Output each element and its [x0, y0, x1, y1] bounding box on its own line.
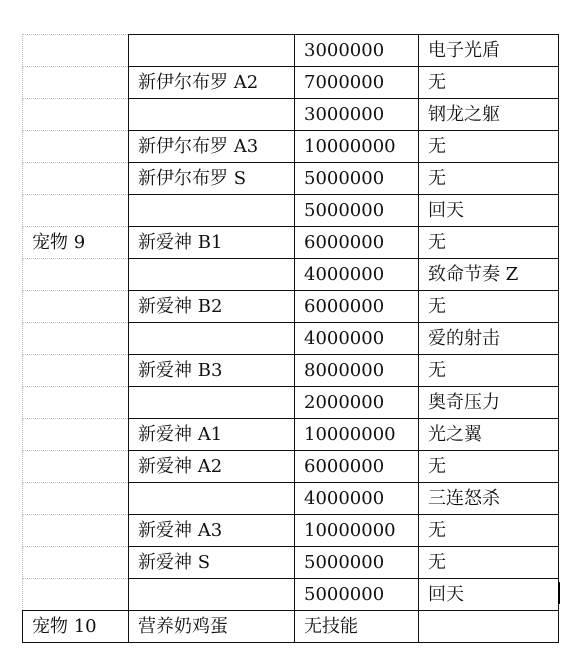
name-cell[interactable]: 新伊尔布罗 A3	[129, 131, 295, 163]
table-row	[23, 515, 559, 547]
table-row	[23, 291, 559, 323]
pet-cell[interactable]	[23, 451, 129, 483]
skill-cell[interactable]: 致命节奏 Z	[419, 259, 559, 291]
value-cell[interactable]: 10000000	[295, 419, 419, 451]
pet-table	[22, 34, 559, 643]
skill-cell[interactable]: 无	[419, 291, 559, 323]
pet-cell[interactable]	[23, 291, 129, 323]
skill-cell[interactable]: 无	[419, 547, 559, 579]
value-cell[interactable]: 4000000	[295, 259, 419, 291]
table-row	[23, 579, 559, 611]
value-cell[interactable]: 7000000	[295, 67, 419, 99]
skill-cell[interactable]: 无	[419, 515, 559, 547]
skill-cell[interactable]: 无	[419, 131, 559, 163]
value-cell[interactable]: 10000000	[295, 131, 419, 163]
pet-cell[interactable]	[23, 99, 129, 131]
skill-cell[interactable]: 回天	[419, 195, 559, 227]
pet-cell[interactable]: 宠物 9	[23, 227, 129, 259]
skill-cell[interactable]: 电子光盾	[419, 35, 559, 67]
value-cell[interactable]: 3000000	[295, 99, 419, 131]
name-cell[interactable]	[129, 195, 295, 227]
pet-cell[interactable]	[23, 259, 129, 291]
skill-cell[interactable]: 爱的射击	[419, 323, 559, 355]
skill-cell[interactable]: 光之翼	[419, 419, 559, 451]
pet-cell[interactable]	[23, 515, 129, 547]
text-cursor	[558, 582, 560, 604]
value-cell[interactable]: 5000000	[295, 163, 419, 195]
name-cell[interactable]: 新爱神 S	[129, 547, 295, 579]
value-cell[interactable]: 3000000	[295, 35, 419, 67]
value-cell[interactable]: 5000000	[295, 195, 419, 227]
value-cell[interactable]: 6000000	[295, 227, 419, 259]
name-cell[interactable]: 营养奶鸡蛋	[129, 611, 295, 643]
name-cell[interactable]	[129, 323, 295, 355]
skill-cell[interactable]: 无	[419, 163, 559, 195]
skill-cell[interactable]: 回天	[419, 579, 559, 611]
pet-cell[interactable]: 宠物 10	[23, 611, 129, 643]
name-cell[interactable]: 新伊尔布罗 S	[129, 163, 295, 195]
value-cell[interactable]: 无技能	[295, 611, 419, 643]
skill-cell[interactable]: 无	[419, 451, 559, 483]
table-row	[23, 131, 559, 163]
name-cell[interactable]	[129, 99, 295, 131]
table-row	[23, 227, 559, 259]
name-cell[interactable]: 新爱神 A3	[129, 515, 295, 547]
table-row	[23, 195, 559, 227]
value-cell[interactable]: 4000000	[295, 483, 419, 515]
name-cell[interactable]: 新伊尔布罗 A2	[129, 67, 295, 99]
pet-cell[interactable]	[23, 35, 129, 67]
table-row	[23, 99, 559, 131]
table-row	[23, 611, 559, 643]
skill-cell[interactable]: 无	[419, 355, 559, 387]
skill-cell[interactable]: 钢龙之躯	[419, 99, 559, 131]
name-cell[interactable]	[129, 35, 295, 67]
name-cell[interactable]: 新爱神 B3	[129, 355, 295, 387]
pet-cell[interactable]	[23, 579, 129, 611]
pet-cell[interactable]	[23, 323, 129, 355]
pet-cell[interactable]	[23, 547, 129, 579]
value-cell[interactable]: 8000000	[295, 355, 419, 387]
value-cell[interactable]: 10000000	[295, 515, 419, 547]
table-row	[23, 67, 559, 99]
name-cell[interactable]	[129, 259, 295, 291]
table-row	[23, 259, 559, 291]
table-row	[23, 163, 559, 195]
pet-cell[interactable]	[23, 419, 129, 451]
value-cell[interactable]: 5000000	[295, 579, 419, 611]
name-cell[interactable]	[129, 483, 295, 515]
skill-cell[interactable]: 无	[419, 227, 559, 259]
table-row	[23, 547, 559, 579]
name-cell[interactable]: 新爱神 B1	[129, 227, 295, 259]
pet-cell[interactable]	[23, 67, 129, 99]
name-cell[interactable]: 新爱神 B2	[129, 291, 295, 323]
value-cell[interactable]: 4000000	[295, 323, 419, 355]
name-cell[interactable]	[129, 387, 295, 419]
name-cell[interactable]: 新爱神 A2	[129, 451, 295, 483]
pet-cell[interactable]	[23, 163, 129, 195]
pet-cell[interactable]	[23, 483, 129, 515]
table-row	[23, 387, 559, 419]
table-row	[23, 451, 559, 483]
pet-cell[interactable]	[23, 355, 129, 387]
table-row	[23, 35, 559, 67]
skill-cell[interactable]: 无	[419, 67, 559, 99]
skill-cell[interactable]: 奥奇压力	[419, 387, 559, 419]
value-cell[interactable]: 6000000	[295, 451, 419, 483]
value-cell[interactable]: 5000000	[295, 547, 419, 579]
table-row	[23, 483, 559, 515]
table-body	[23, 35, 559, 643]
pet-cell[interactable]	[23, 195, 129, 227]
pet-cell[interactable]	[23, 131, 129, 163]
skill-cell[interactable]	[419, 611, 559, 643]
value-cell[interactable]: 6000000	[295, 291, 419, 323]
table-row	[23, 355, 559, 387]
skill-cell[interactable]: 三连怒杀	[419, 483, 559, 515]
name-cell[interactable]	[129, 579, 295, 611]
table-row	[23, 323, 559, 355]
pet-cell[interactable]	[23, 387, 129, 419]
table-row	[23, 419, 559, 451]
value-cell[interactable]: 2000000	[295, 387, 419, 419]
name-cell[interactable]: 新爱神 A1	[129, 419, 295, 451]
